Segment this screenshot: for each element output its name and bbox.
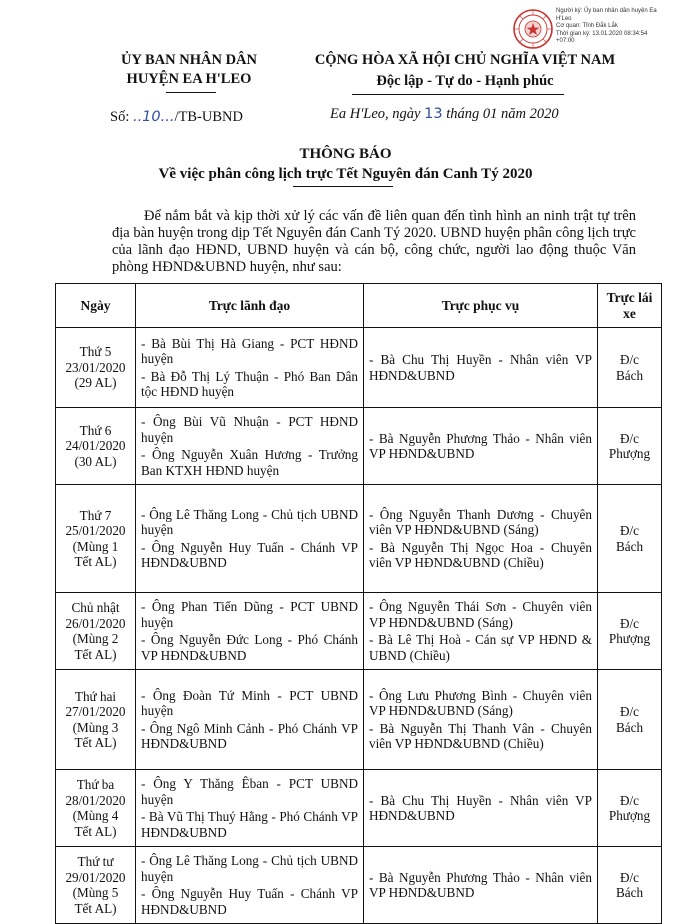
driver-cell <box>598 408 662 485</box>
docno-prefix: Số: <box>110 109 133 125</box>
service-entry: - Bà Nguyễn Thị Thanh Vân - Chuyên viên VP HĐND&UBND (Chiều) <box>369 720 592 751</box>
table-row <box>56 408 662 485</box>
leader-entry: - Ông Ngô Minh Cảnh - Phó Chánh VP HĐND&UBND <box>141 720 358 751</box>
driver-line: Đ/c <box>619 704 640 719</box>
driver-line: Đ/c <box>619 523 640 538</box>
document-title: THÔNG BÁO <box>299 146 392 162</box>
leaders-cell <box>136 770 364 847</box>
driver-line: Bách <box>615 719 644 735</box>
day-line: Tết AL) <box>74 900 117 916</box>
header-day: Ngày <box>56 284 136 328</box>
leaders-cell <box>136 485 364 593</box>
docno-suffix: /TB-UBND <box>174 109 243 125</box>
signature-line: +07:00 <box>556 38 575 44</box>
service-entry: - Bà Lê Thị Hoà - Cán sự VP HĐND & UBND (Chiều) <box>369 632 592 663</box>
driver-line: Phượng <box>608 446 651 461</box>
service-cell <box>364 670 598 770</box>
day-line: 28/01/2020 <box>65 792 126 808</box>
subtitle-underline <box>293 186 393 187</box>
date-suffix: tháng 01 năm 2020 <box>442 106 559 122</box>
day-line: (29 AL) <box>74 375 117 391</box>
day-line: Tết AL) <box>74 823 117 839</box>
leaders-cell <box>136 593 364 670</box>
national-motto: Độc lập - Tự do - Hạnh phúc <box>376 73 554 89</box>
day-cell <box>56 485 136 593</box>
driver-line: Bách <box>615 885 644 900</box>
leader-entry: - Bà Đỗ Thị Lý Thuận - Phó Ban Dân tộc HĐND huyện <box>141 368 358 399</box>
day-line: Thứ 6 <box>79 422 112 438</box>
day-line: Tết AL) <box>74 554 117 569</box>
docno-handwritten: ..10... <box>132 109 175 125</box>
driver-line: Đ/c <box>619 352 640 367</box>
leader-entry: - Ông Nguyễn Xuân Hương - Trưởng Ban KTXH HĐND huyện <box>141 447 358 478</box>
day-line: (Mùng 1 <box>72 538 119 554</box>
day-cell <box>56 770 136 847</box>
leader-entry: - Ông Đoàn Tứ Minh - PCT UBND huyện <box>141 687 358 718</box>
intro-paragraph <box>112 208 636 276</box>
service-entry: - Bà Chu Thị Huyền - Nhân viên VP HĐND&UBND <box>369 792 592 823</box>
service-entry: - Bà Nguyễn Phương Thảo - Nhân viên VP HĐND&UBND <box>369 869 592 900</box>
driver-line: Bách <box>615 367 644 383</box>
duty-schedule-table <box>55 283 662 924</box>
service-entry: - Bà Nguyễn Phương Thảo - Nhân viên VP HĐND&UBND <box>369 430 592 461</box>
leader-entry: - Ông Y Thăng Êban - PCT UBND huyện <box>141 776 358 807</box>
leaders-cell <box>136 670 364 770</box>
driver-line: Phượng <box>608 631 651 646</box>
day-cell <box>56 328 136 408</box>
day-line: 27/01/2020 <box>65 704 126 719</box>
day-line: (Mùng 4 <box>72 808 119 823</box>
table-row <box>56 670 662 770</box>
service-entry: - Ông Lưu Phương Bình - Chuyên viên VP HĐND&UBND (Sáng) <box>369 687 592 718</box>
driver-cell <box>598 770 662 847</box>
agency-name-line1: ỦY BAN NHÂN DÂN <box>120 52 257 68</box>
day-line: (Mùng 5 <box>72 885 119 900</box>
day-line: Tết AL) <box>74 735 117 750</box>
document-date <box>330 106 559 123</box>
driver-cell <box>598 847 662 924</box>
agency-underline <box>166 92 216 93</box>
service-entry: - Ông Nguyễn Thanh Dương - Chuyên viên VP HĐND&UBND (Sáng) <box>369 506 592 537</box>
table-row <box>56 485 662 593</box>
day-line: Thứ 5 <box>79 344 112 360</box>
service-entry: - Bà Nguyễn Thị Ngọc Hoa - Chuyên viên VP HĐND&UBND (Chiều) <box>369 539 592 570</box>
agency-name-line2: HUYỆN EA H'LEO <box>126 71 252 87</box>
day-line: 25/01/2020 <box>65 523 126 538</box>
day-cell <box>56 408 136 485</box>
day-line: 29/01/2020 <box>65 869 126 885</box>
date-prefix: Ea H'Leo, ngày <box>330 106 425 122</box>
day-line: 24/01/2020 <box>65 438 126 454</box>
document-number <box>110 109 243 126</box>
service-cell <box>364 408 598 485</box>
leader-entry: - Ông Nguyễn Huy Tuấn - Chánh VP HĐND&UBND <box>141 886 358 917</box>
table-row <box>56 593 662 670</box>
service-cell <box>364 328 598 408</box>
document-subtitle: Về việc phân công lịch trực Tết Nguyên đán Canh Tý 2020 <box>158 166 533 182</box>
service-cell <box>364 770 598 847</box>
digital-signature-info <box>556 8 688 46</box>
leaders-cell <box>136 847 364 924</box>
day-cell <box>56 847 136 924</box>
driver-line: Đ/c <box>619 430 640 446</box>
driver-cell <box>598 593 662 670</box>
leader-entry: - Bà Vũ Thị Thuý Hằng - Phó Chánh VP HĐND&UBND <box>141 809 358 840</box>
day-line: Tết AL) <box>74 646 117 662</box>
day-line: Chủ nhật <box>71 600 120 615</box>
signature-line: H'Leo <box>556 15 572 22</box>
day-line: (30 AL) <box>74 453 117 469</box>
driver-cell <box>598 670 662 770</box>
leaders-cell <box>136 408 364 485</box>
signature-seal-icon <box>512 8 554 50</box>
leader-entry: - Ông Bùi Vũ Nhuận - PCT HĐND huyện <box>141 414 358 445</box>
day-cell <box>56 593 136 670</box>
national-title: CỘNG HÒA XÃ HỘI CHỦ NGHĨA VIỆT NAM <box>314 52 616 68</box>
service-entry: - Ông Nguyễn Thái Sơn - Chuyên viên VP HĐND&UBND (Sáng) <box>369 599 592 630</box>
signature-line: Người ký: Ủy ban nhân dân huyện Ea <box>556 8 657 14</box>
service-cell <box>364 485 598 593</box>
leader-entry: - Ông Lê Thăng Long - Chủ tịch UBND huyện <box>141 506 358 537</box>
driver-line: Đ/c <box>619 869 640 885</box>
service-cell <box>364 593 598 670</box>
header-service: Trực phục vụ <box>364 284 598 328</box>
day-line: Thứ 7 <box>79 507 112 523</box>
day-line: Thứ hai <box>74 688 117 704</box>
day-cell <box>56 670 136 770</box>
table-row <box>56 847 662 924</box>
day-line: (Mùng 3 <box>72 719 119 735</box>
day-line: 23/01/2020 <box>65 359 126 375</box>
table-row <box>56 328 662 408</box>
table-row <box>56 770 662 847</box>
service-entry: - Bà Chu Thị Huyền - Nhân viên VP HĐND&UBND <box>369 352 592 383</box>
leader-entry: - Ông Nguyễn Đức Long - Phó Chánh VP HĐND&UBND <box>141 632 358 663</box>
leaders-cell <box>136 328 364 408</box>
driver-line: Bách <box>615 538 644 554</box>
signature-line: Cơ quan: Tỉnh Đắk Lắk <box>556 23 618 29</box>
table-header-row <box>56 284 662 328</box>
service-cell <box>364 847 598 924</box>
driver-line: Đ/c <box>619 792 640 808</box>
signature-line: Thời gian ký: 13.01.2020 08:34:54 <box>556 30 648 37</box>
day-line: 26/01/2020 <box>65 615 126 631</box>
date-handwritten-day: 13 <box>424 106 443 122</box>
day-line: (Mùng 2 <box>72 631 119 646</box>
leader-entry: - Ông Nguyễn Huy Tuấn - Chánh VP HĐND&UBND <box>141 539 358 570</box>
driver-line: Phượng <box>608 808 651 823</box>
day-line: Thứ tư <box>77 854 114 869</box>
header-leaders: Trực lãnh đạo <box>136 284 364 328</box>
leader-entry: - Ông Lê Thăng Long - Chủ tịch UBND huyện <box>141 853 358 884</box>
driver-cell <box>598 328 662 408</box>
leader-entry: - Bà Bùi Thị Hà Giang - PCT HĐND huyện <box>141 335 358 366</box>
motto-underline <box>352 94 564 95</box>
driver-line: Đ/c <box>619 615 640 631</box>
leader-entry: - Ông Phan Tiến Dũng - PCT UBND huyện <box>141 599 358 630</box>
header-driver: Trực lái xe <box>598 284 662 328</box>
day-line: Thứ ba <box>76 777 115 792</box>
driver-cell <box>598 485 662 593</box>
intro-text: Để nắm bắt và kịp thời xử lý các vấn đề liên quan đến tình hình an ninh trật tự trên địa bàn huyện trong dịp Tết Nguyên đán Canh Tý 2020. UBND huyện phân công lịch trực của lãnh đạo HĐND, UBND huyện và cán bộ, công chức, người lao động thuộc Văn phòng HĐND&UBND huyện, như sau: <box>112 208 636 275</box>
